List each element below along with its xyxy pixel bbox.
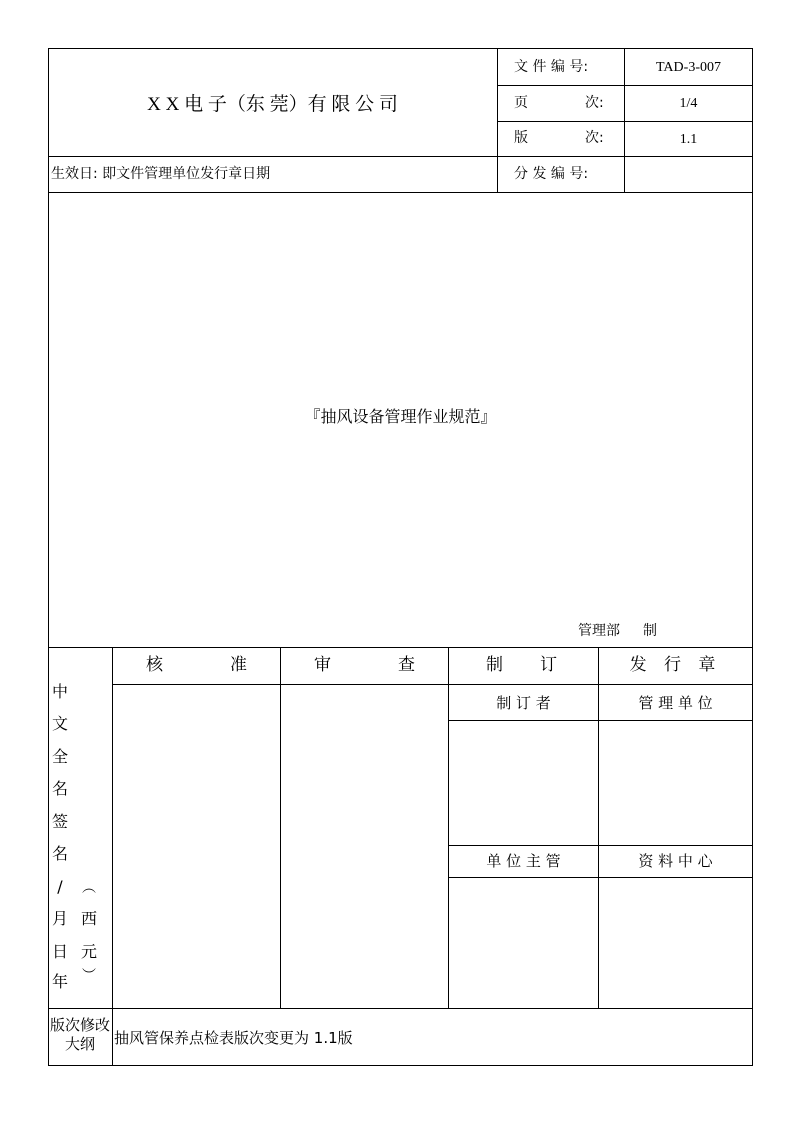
sign-row-line-3 [448, 877, 753, 878]
issuer-dept: 管理部 [578, 623, 620, 639]
side-char: 名 [51, 779, 68, 798]
approve-label-b: 准 [230, 655, 247, 675]
review-label-b: 查 [398, 655, 415, 675]
page-label-b: 次: [585, 95, 604, 111]
frame-bottom [48, 1065, 753, 1066]
side-char: 全 [51, 747, 68, 766]
frame-top [48, 48, 753, 49]
side-char: 名 [51, 844, 68, 863]
header-divider-1 [497, 48, 498, 192]
review-label-a: 审 [314, 655, 331, 675]
issue-stamp-label: 发 行 章 [629, 655, 722, 675]
revision-content: 抽风管保养点检表版次变更为 1.1版 [114, 1029, 353, 1047]
version-value: 1.1 [679, 132, 698, 147]
sign-row-line-2 [448, 845, 753, 846]
distribution-label: 分 发 编 号: [514, 166, 589, 182]
sign-row-line-1 [448, 720, 753, 721]
side-char: / [57, 877, 63, 896]
draft-label-b: 订 [540, 655, 557, 675]
drafter-label: 制 订 者 [496, 694, 551, 712]
doc-no-label: 文 件 编 号: [514, 59, 589, 75]
version-label-b: 次: [585, 130, 604, 146]
approval-col-1 [112, 647, 113, 1066]
document-title: 『抽风设备管理作业规范』 [304, 407, 497, 426]
header-row-line-3 [48, 156, 753, 157]
mgmt-unit-label: 管 理 单 位 [638, 694, 713, 712]
side-char: 日 [51, 942, 68, 961]
effective-date: 生效日: 即文件管理单位发行章日期 [51, 166, 271, 182]
side-char: 西 [80, 909, 97, 928]
approval-col-2 [280, 647, 281, 1008]
side-char: 月 [51, 909, 68, 928]
header-bottom-line [48, 192, 753, 193]
approve-label-a: 核 [146, 655, 163, 675]
doc-center-label: 资 料 中 心 [638, 852, 713, 870]
frame-right [752, 48, 753, 1066]
page-label-a: 页 [514, 95, 528, 111]
side-char: 中 [51, 682, 68, 701]
header-row-line-2 [497, 121, 753, 122]
side-char: 年 [51, 972, 68, 991]
side-bracket-close: ︶ [82, 968, 96, 984]
version-label-a: 版 [514, 130, 528, 146]
company-name: X X 电 子（东 莞）有 限 公 司 [147, 94, 398, 115]
side-char: 文 [51, 714, 68, 733]
side-bracket-open: ︵ [82, 880, 96, 896]
page-value: 1/4 [679, 96, 698, 111]
draft-label-a: 制 [486, 655, 503, 675]
approval-header-line [112, 684, 753, 685]
unit-supervisor-label: 单 位 主 管 [486, 852, 561, 870]
doc-no-value: TAD-3-007 [656, 60, 721, 75]
issuer-suffix: 制 [643, 623, 657, 639]
side-char: 元 [80, 942, 97, 961]
revision-top-line [48, 1008, 753, 1009]
frame-left [48, 48, 49, 1066]
revision-label: 版次修改大纲 [50, 1016, 111, 1053]
side-char: 签 [51, 812, 68, 831]
approval-top-line [48, 647, 753, 648]
header-row-line-1 [497, 85, 753, 86]
